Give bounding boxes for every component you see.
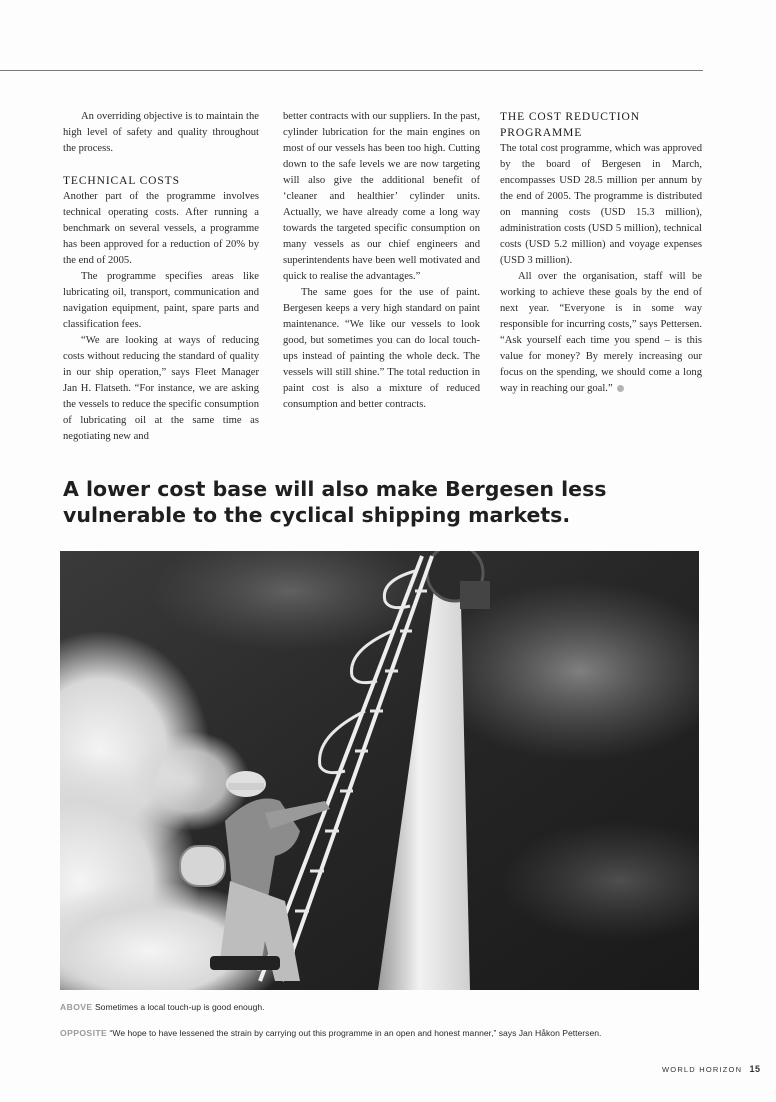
paragraph: “We are looking at ways of reducing costs without reducing the standard of quality in our ship operation,” says Fleet Manager Jan H. Flatseth. “For instance, we are asking the vessels to reduce the specific consumption of lubricating oil at the same time as negotiating new and <box>63 335 259 442</box>
section-heading-technical-costs: TECHNICAL COSTS <box>63 175 180 187</box>
paragraph: The same goes for the use of paint. Bergesen keeps a very high standard on paint maintenance. “We like our vessels to look good, but sometimes you can do local touch-ups instead of painting the whole deck. The vessels will still shine.” The total reduction in paint cost is also a mixture of reduced consumption and better contracts. <box>283 287 480 410</box>
pull-quote-headline: A lower cost base will also make Bergesen less vulnerable to the cyclical shipping markets. <box>63 477 607 527</box>
paragraph: An overriding objective is to maintain the high level of safety and quality throughout the process. <box>63 111 259 154</box>
caption-label-above: ABOVE <box>60 1002 93 1012</box>
end-mark-icon <box>617 385 624 392</box>
caption-text-opposite: “We hope to have lessened the strain by carrying out this programme in an open and honest manner,” says Jan Håkon Pettersen. <box>109 1028 602 1038</box>
paragraph: The programme specifies areas like lubricating oil, transport, communication and navigation equipment, paint, spare parts and classification fees. <box>63 271 259 330</box>
paragraph-text: All over the organisation, staff will be working to achieve these goals by the end of next year. “Everyone is in some way responsible for incurring costs,” says Pettersen. “Ask yourself each time you spend – is this value for money? By merely increasing our focus on the spending, we should come a long way in reaching our goal.” <box>500 271 702 394</box>
caption-text-above: Sometimes a local touch-up is good enough. <box>94 1002 265 1012</box>
publication-name: WORLD HORIZON <box>662 1065 743 1074</box>
caption-opposite <box>60 1028 601 1038</box>
caption-above <box>60 1002 265 1012</box>
article-column-3 <box>500 109 702 397</box>
top-rule <box>0 70 703 71</box>
caption-label-opposite: OPPOSITE <box>60 1028 108 1038</box>
page-number: 15 <box>749 1064 761 1074</box>
paragraph: Another part of the programme involves technical operating costs. After running a benchmark on several vessels, a programme has been approved for a reduction of 20% by the end of 2005. <box>63 191 259 266</box>
article-column-1 <box>63 109 259 445</box>
article-column-2 <box>283 109 480 413</box>
section-heading-cost-reduction: THE COST REDUCTION PROGRAMME <box>500 111 640 139</box>
page-folio <box>662 1064 761 1074</box>
photo-worker-on-ladder <box>60 551 699 990</box>
paragraph <box>500 269 702 397</box>
paragraph: better contracts with our suppliers. In the past, cylinder lubrication for the main engines on most of our vessels has been too high. Cutting down to the safe levels we are now targeting will also give the additional benefit of ‘cleaner and healthier’ cylinder units. Actually, we have already come a long way towards the targeted specific consumption on many vessels as our chief engineers and superintendents have been well motivated and quick to realise the advantages.” <box>283 111 480 282</box>
paragraph: The total cost programme, which was approved by the board of Bergesen in March, encompasses USD 28.5 million per annum by the end of 2005. The programme is distributed on manning costs (USD 15.3 million), administration costs (USD 5 million), technical costs (USD 5.2 million) and voyage expenses (USD 3 million). <box>500 143 702 266</box>
